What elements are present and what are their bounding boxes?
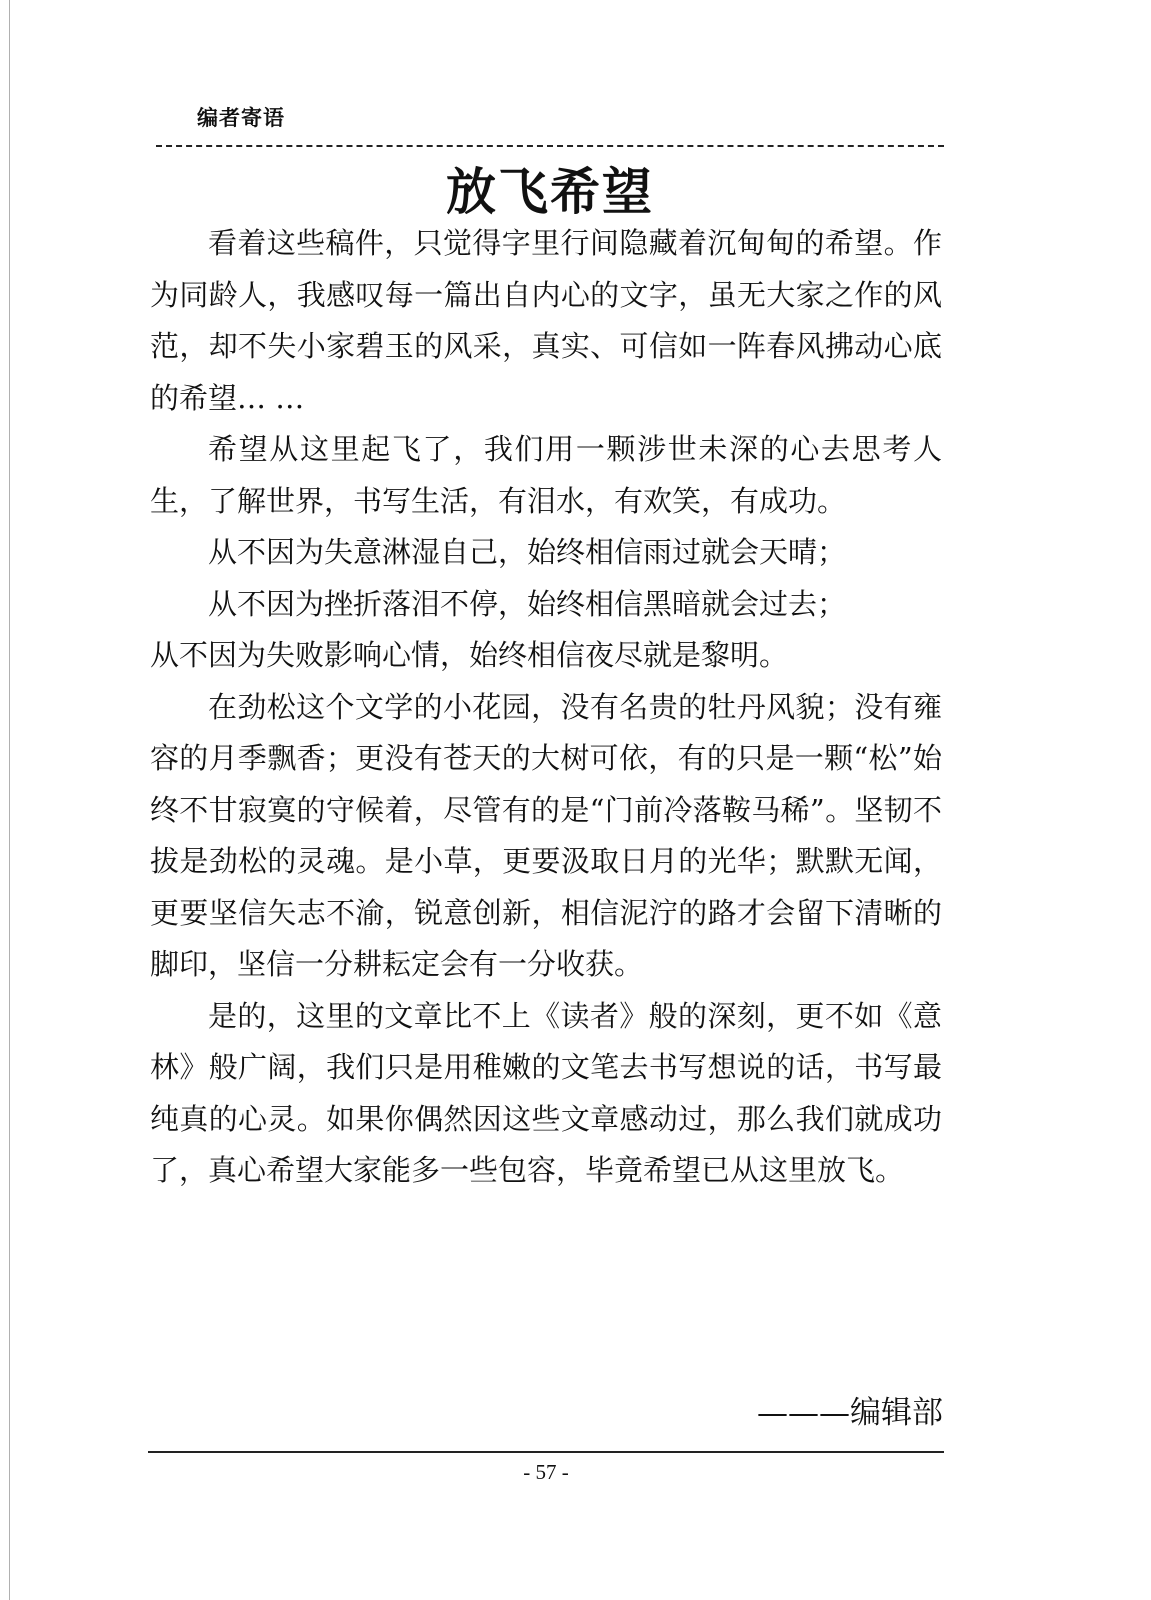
footer-divider — [148, 1451, 944, 1453]
signature: ———编辑部 — [757, 1395, 943, 1431]
page-number: - 57 - — [523, 1460, 569, 1484]
paragraph-5: 从不因为失败影响心情，始终相信夜尽就是黎明。 — [150, 638, 789, 672]
page-edge-line — [9, 0, 10, 1600]
paragraph-2: 希望从这里起飞了，我们用一颗涉世未深的心去思考人生，了解世界，书写生活，有泪水，有欢笑，有成功。 — [150, 432, 942, 518]
header-divider — [156, 145, 944, 147]
article-body — [150, 218, 942, 1197]
paragraph-1: 看着这些稿件，只觉得字里行间隐藏着沉甸甸的希望。作为同龄人，我感叹每一篇出自内心的文字，虽无大家之作的风范，却不失小家碧玉的风采，真实、可信如一阵春风拂动心底的希望… … — [150, 226, 942, 415]
paragraph-7: 是的，这里的文章比不上《读者》般的深刻，更不如《意林》般广阔，我们只是用稚嫩的文笔去书写想说的话，书写最纯真的心灵。如果你偶然因这些文章感动过，那么我们就成功了，真心希望大家能多一些包容，毕竟希望已从这里放飞。 — [150, 998, 942, 1187]
paragraph-4: 从不因为挫折落泪不停，始终相信黑暗就会过去； — [208, 586, 847, 621]
paragraph-3: 从不因为失意淋湿自己，始终相信雨过就会天晴； — [208, 535, 847, 569]
section-label: 编者寄语 — [197, 106, 285, 130]
article-title: 放飞希望 — [446, 163, 654, 221]
paragraph-6: 在劲松这个文学的小花园，没有名贵的牡丹风貌；没有雍容的月季飘香；更没有苍天的大树可依，有的只是一颗“松”始终不甘寂寞的守候着，尽管有的是“门前冷落鞍马稀”。坚韧不拔是劲松的灵魂。是小草，更要汲取日月的光华；默默无闻，更要坚信矢志不渝，锐意创新，相信泥泞的路才会留下清晰的脚印，坚信一分耕耘定会有一分收获。 — [150, 689, 942, 981]
